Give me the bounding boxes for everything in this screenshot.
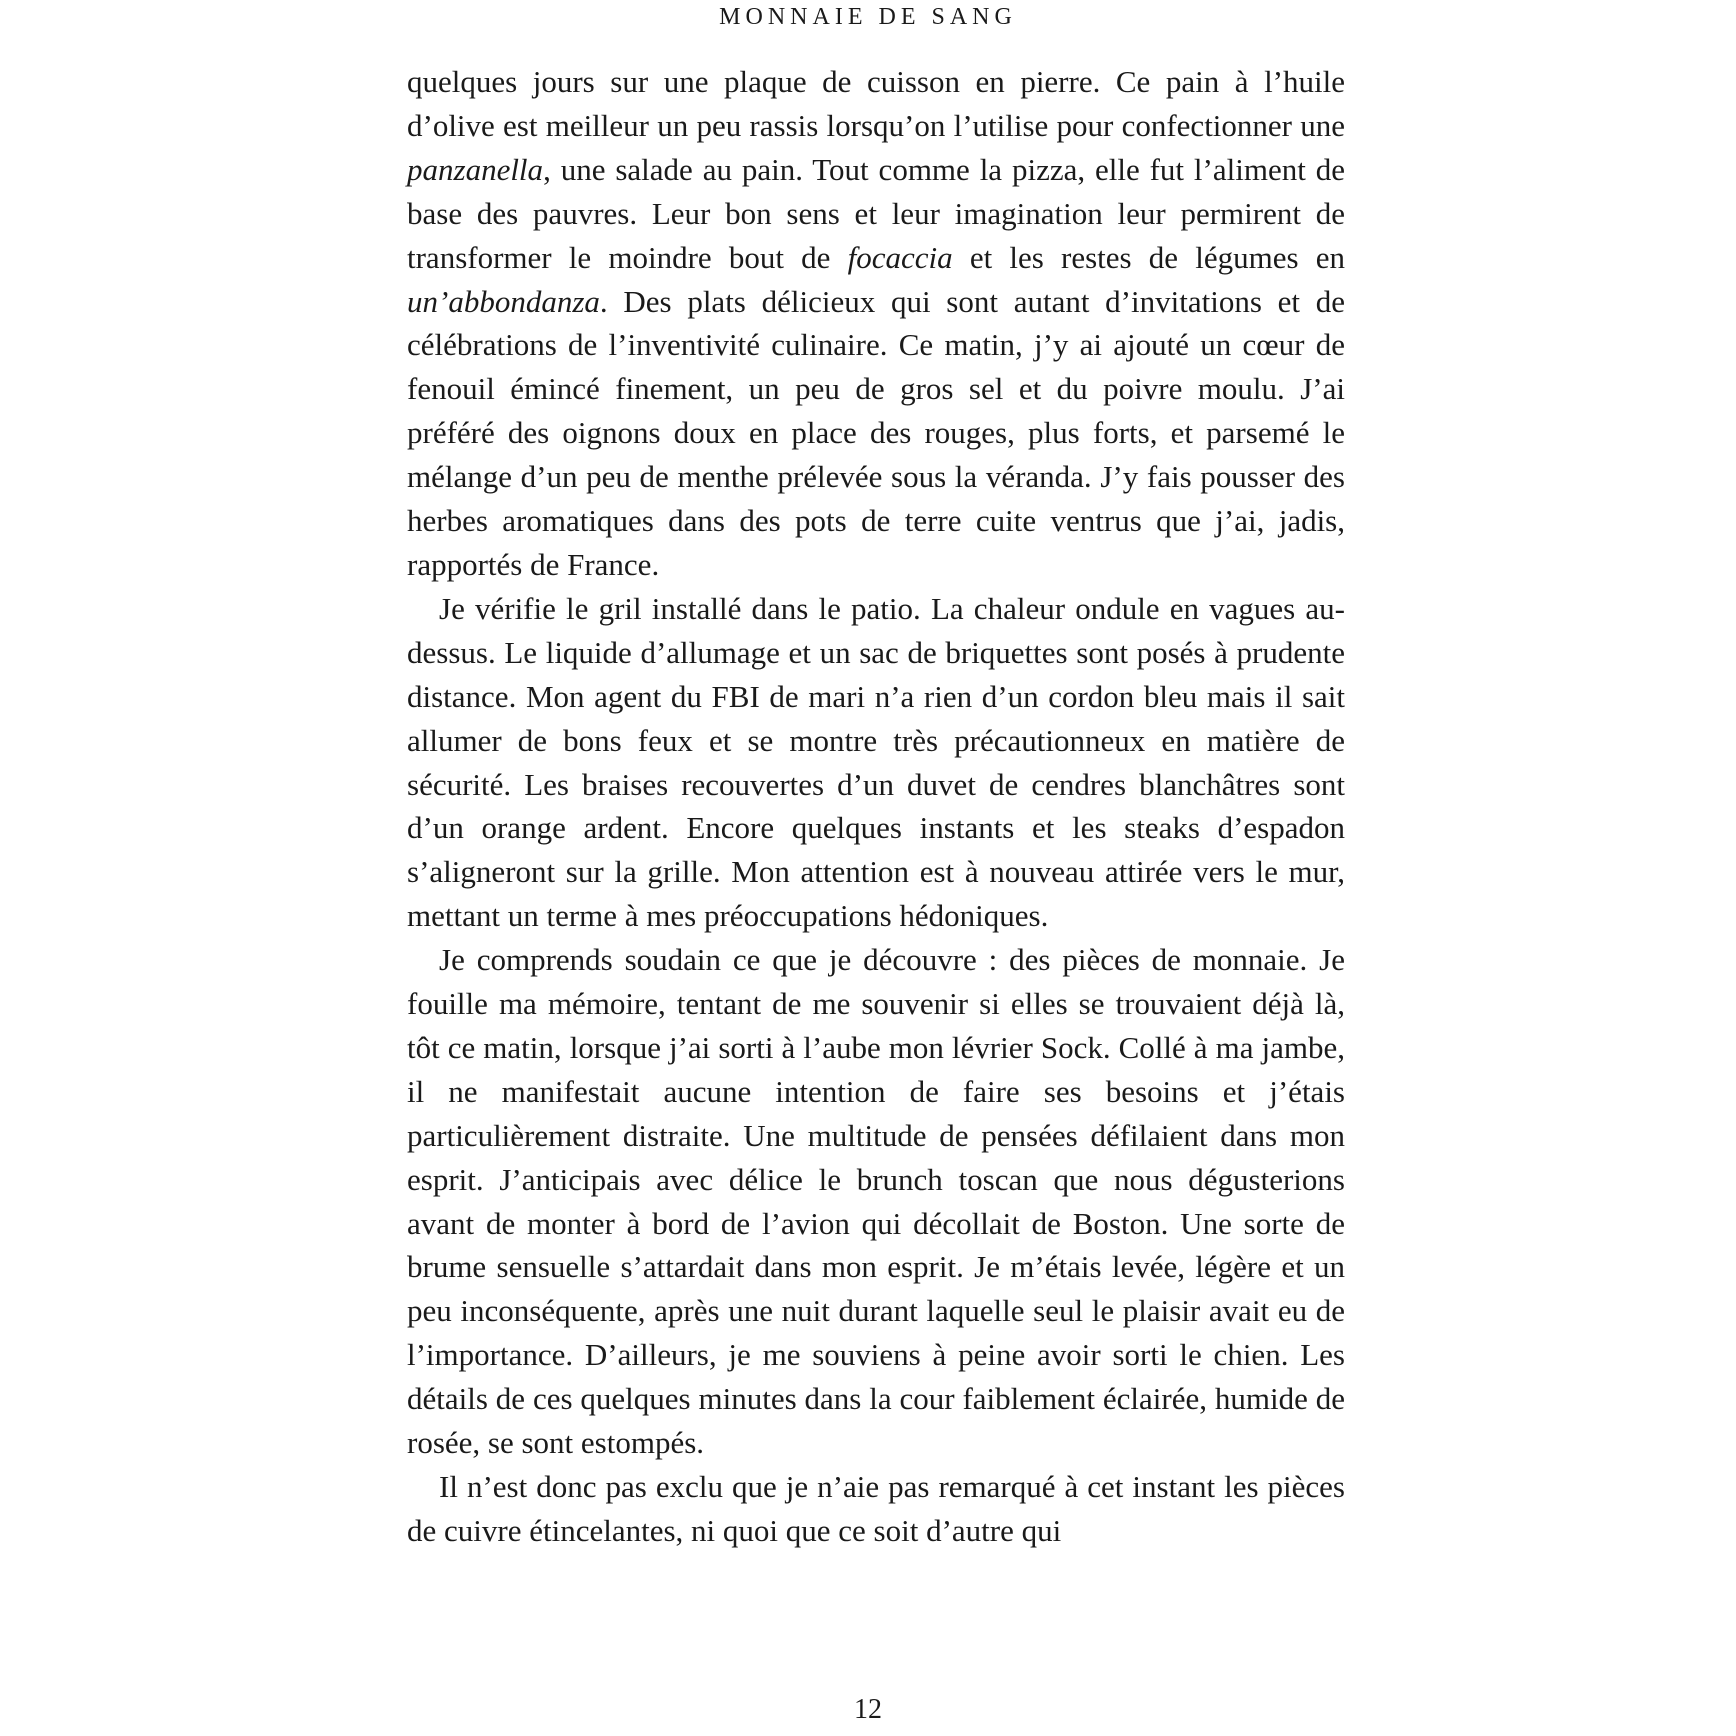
paragraph-1-text-b: , une salade au pain. Tout comme la pizza, elle fut l’aliment de base des pauvres. Leur bon sens et leur imagination leur permirent de transformer le moindre bout de [407, 151, 1345, 275]
italic-term-panzanella: panzanella [407, 151, 544, 187]
page-number: 12 [854, 1694, 882, 1725]
italic-term-abbondanza: un’abbondanza [407, 283, 600, 319]
paragraph-4: Il n’est donc pas exclu que je n’aie pas remarqué à cet instant les pièces de cuivre étincelantes, ni quoi que ce soit d’autre qui [407, 1469, 1345, 1548]
page-body [407, 60, 1345, 1553]
paragraph-1 [407, 60, 1345, 587]
paragraph-1-text-c: et les restes de légumes en [952, 239, 1346, 275]
paragraph-1-text-d: . Des plats délicieux qui sont autant d’invitations et de célébrations de l’inventivité culinaire. Ce matin, j’y ai ajouté un cœur de fenouil émincé finement, un peu de gros sel et du poivre moulu. J’ai préféré des oignons doux en place des rouges, plus forts, et parsemé le mélange d’un peu de menthe prélevée sous la véranda. J’y fais pousser des herbes aromatiques dans des pots de terre cuite ventrus que j’ai, jadis, rapportés de France. [407, 283, 1345, 582]
paragraph-3: Je comprends soudain ce que je découvre : des pièces de monnaie. Je fouille ma mémoire, tentant de me souvenir si elles se trouvaient déjà là, tôt ce matin, lorsque j’ai sorti à l’aube mon lévrier Sock. Collé à ma jambe, il ne manifestait aucune intention de faire ses besoins et j’étais particulièrement distraite. Une multitude de pensées défilaient dans mon esprit. J’anticipais avec délice le brunch toscan que nous dégusterions avant de monter à bord de l’avion qui décollait de Boston. Une sorte de brume sensuelle s’attardait dans mon esprit. Je m’étais levée, légère et un peu inconséquente, après une nuit durant laquelle seul le plaisir avait eu de l’importance. D’ailleurs, je me souviens à peine avoir sorti le chien. Les détails de ces quelques minutes dans la cour faiblement éclairée, humide de rosée, se sont estompés. [407, 942, 1345, 1461]
paragraph-1-text-a: quelques jours sur une plaque de cuisson en pierre. Ce pain à l’huile d’olive est meilleur un peu rassis lorsqu’on l’utilise pour confectionner une [407, 64, 1345, 143]
paragraph-2: Je vérifie le gril installé dans le patio. La chaleur ondule en vagues au-dessus. Le liquide d’allumage et un sac de briquettes sont posés à prudente distance. Mon agent du FBI de mari n’a rien d’un cordon bleu mais il sait allumer de bons feux et se montre très précautionneux en matière de sécurité. Les braises recouvertes d’un duvet de cendres blanchâtres sont d’un orange ardent. Encore quelques instants et les steaks d’espadon s’aligneront sur la grille. Mon attention est à nouveau attirée vers le mur, mettant un terme à mes préoccupations hédoniques. [407, 590, 1345, 934]
italic-term-focaccia: focaccia [847, 239, 953, 275]
running-head-title: MONNAIE DE SANG [719, 4, 1017, 30]
